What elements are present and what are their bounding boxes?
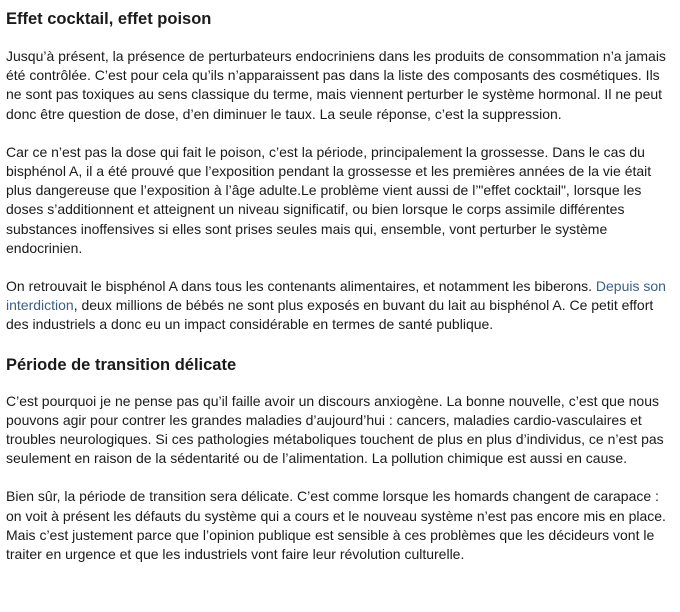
section-heading-effet-cocktail: Effet cocktail, effet poison (6, 10, 212, 28)
paragraph: Jusqu’à présent, la présence de perturbateurs endocriniens dans les produits de consommation n’a jamais été contrôlée. C’est pour cela qu’ils n’apparaissent pas dans la liste des composants des cosmétiques. Ils ne sont pas toxiques au sens classique du terme, mais viennent perturber le système hormonal. Il ne peut donc être question de dose, d’en diminuer le taux. La seule réponse, c’est la suppression. (6, 48, 666, 122)
paragraph-with-link (6, 277, 674, 335)
paragraph: C’est pourquoi je ne pense pas qu’il faille avoir un discours anxiogène. La bonne nouvelle, c’est que nous pouvons agir pour contrer les grandes maladies d’aujourd’hui : cancers, maladies cardio-vasculaires et troubles neurologiques. Si ces pathologies métaboliques touchent de plus en plus d’individus, ce n’est pas seulement en raison de la sédentarité ou de l’alimentation. La pollution chimique est aussi en cause. (6, 392, 664, 467)
paragraph-text: , deux millions de bébés ne sont plus exposés en buvant du lait au bisphénol A. Ce petit effort des industriels a donc eu un impact considérable en termes de santé publique. (6, 297, 654, 333)
paragraph-text: On retrouvait le bisphénol A dans tous les contenants alimentaires, et notamment les biberons. (6, 278, 596, 295)
paragraph: Bien sûr, la période de transition sera délicate. C’est comme lorsque les homards changent de carapace : on voit à présent les défauts du système qui a cours et le nouveau système n’est pas encore mis en place. Mais c’est justement parce que l’opinion publique est sensible à ces problèmes que les décideurs vont le traiter en urgence et que les industriels vont faire leur révolution culturelle. (6, 488, 666, 563)
interdiction-link[interactable]: Depuis son interdiction (6, 278, 666, 314)
section-heading-transition: Période de transition délicate (6, 355, 237, 374)
paragraph: Car ce n’est pas la dose qui fait le poison, c’est la période, principalement la grossesse. Dans le cas du bisphénol A, il a été prouvé que l’exposition pendant la grossesse et les premières années de la vie était plus dangereuse que l’exposition à l’âge adulte.Le problème vient aussi de l’"effet cocktail", lorsque les doses s’additionnent et atteignent un niveau significatif, ou bien lorsque le corps assimile différentes substances inoffensives si elles sont prises seules mais qui, ensemble, vont perturber le système endocrinien. (6, 143, 652, 256)
